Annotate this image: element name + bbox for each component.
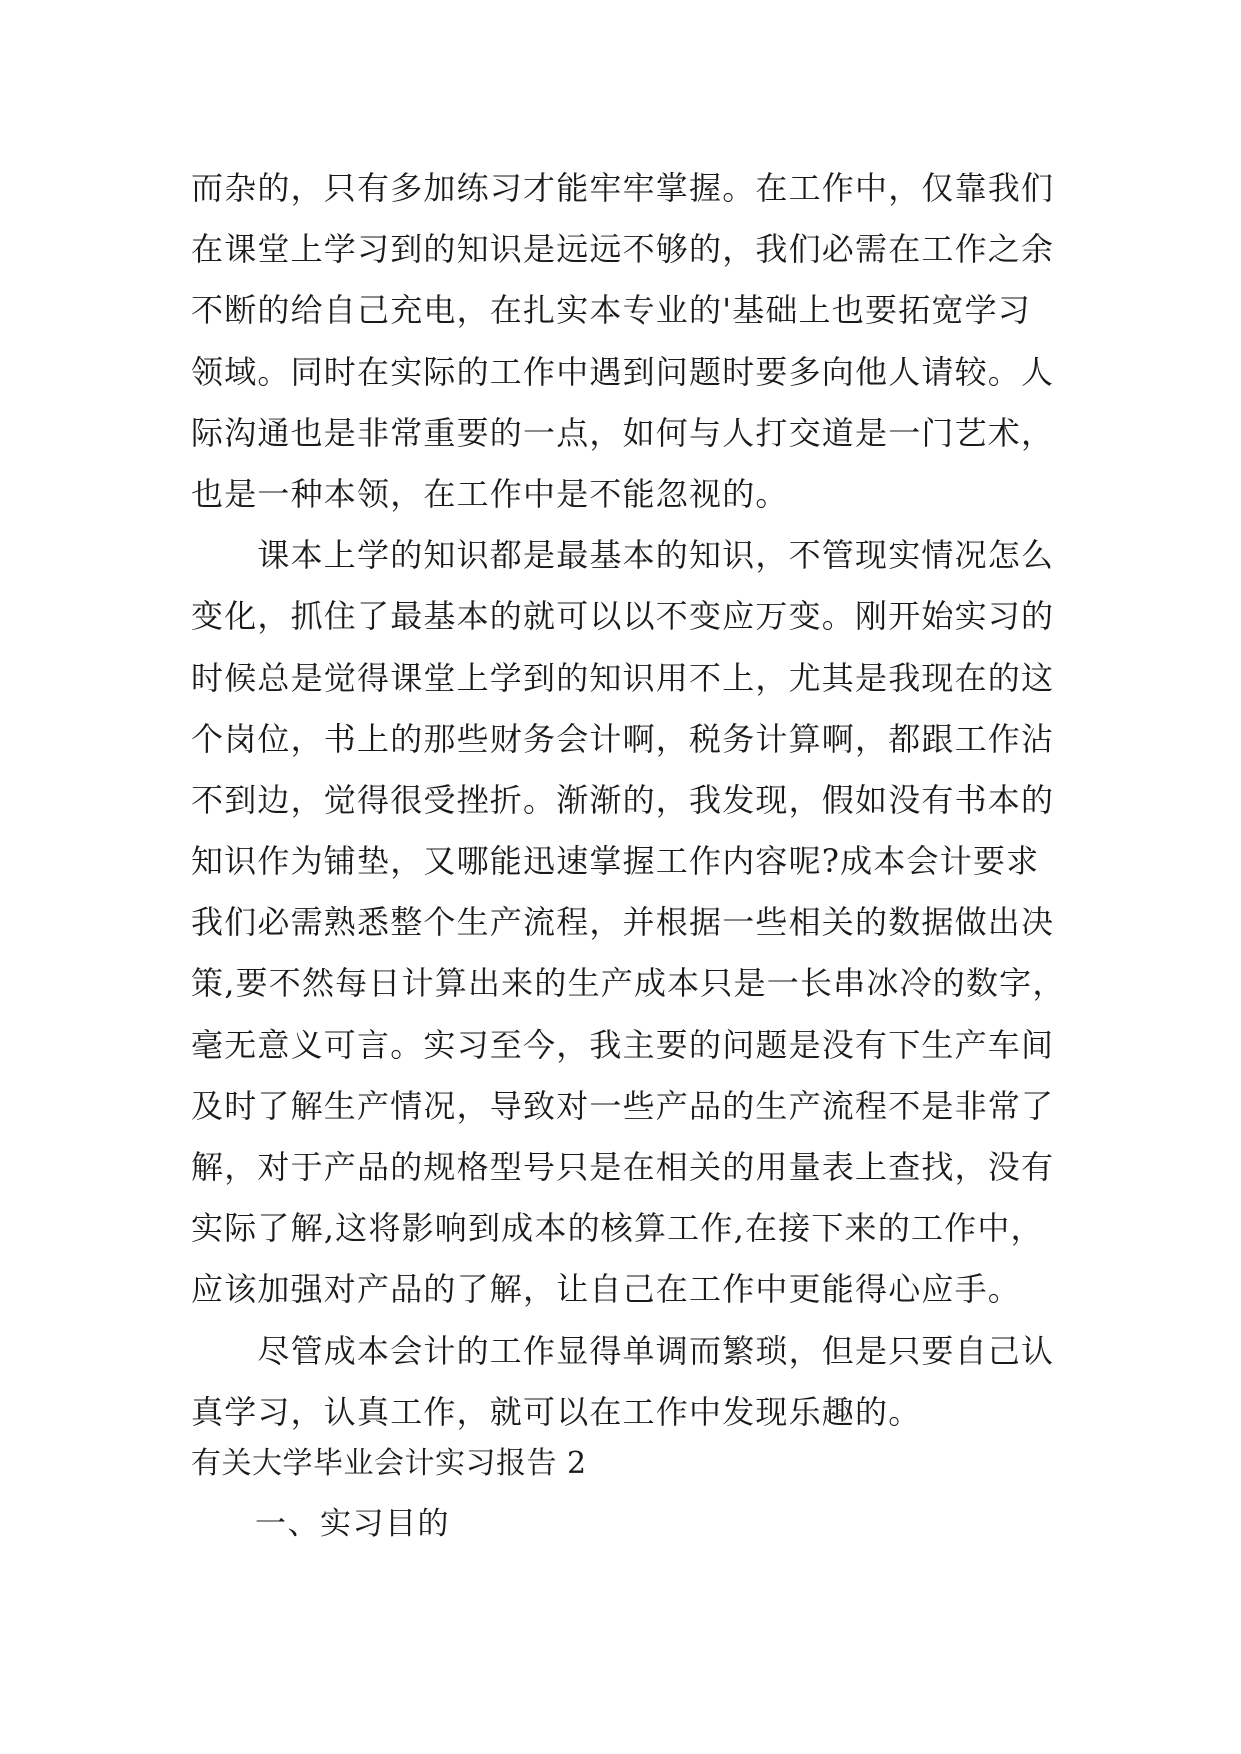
paragraph-line: 也是一种本领，在工作中是不能忽视的。 xyxy=(191,474,789,513)
paragraph-line: 尽管成本会计的工作显得单调而繁琐，但是只要自己认 xyxy=(191,1331,1055,1370)
paragraph-line: 及时了解生产情况，导致对一些产品的生产流程不是非常了 xyxy=(191,1086,1055,1125)
paragraph-line: 变化，抓住了最基本的就可以以不变应万变。刚开始实习的 xyxy=(191,597,1055,636)
paragraph-line: 知识作为铺垫，又哪能迅速掌握工作内容呢?成本会计要求 xyxy=(191,842,1040,881)
section-title: 有关大学毕业会计实习报告 2 xyxy=(191,1446,587,1481)
paragraph-line: 策,要不然每日计算出来的生产成本只是一长串冰冷的数字， xyxy=(191,964,1066,1003)
paragraph-line: 毫无意义可言。实习至今，我主要的问题是没有下生产车间 xyxy=(191,1025,1055,1064)
subsection-title: 一、实习目的 xyxy=(255,1506,450,1542)
paragraph-line: 课本上学的知识都是最基本的知识，不管现实情况怎么 xyxy=(191,536,1055,575)
paragraph-line: 在课堂上学习到的知识是远远不够的，我们必需在工作之余 xyxy=(191,230,1055,269)
paragraph-line: 时候总是觉得课堂上学到的知识用不上，尤其是我现在的这 xyxy=(191,658,1055,697)
paragraph-line: 应该加强对产品的了解，让自己在工作中更能得心应手。 xyxy=(191,1270,1022,1309)
paragraph-line: 而杂的，只有多加练习才能牢牢掌握。在工作中，仅靠我们 xyxy=(191,169,1055,207)
paragraph-line: 领域。同时在实际的工作中遇到问题时要多向他人请较。人 xyxy=(191,352,1055,391)
paragraph-line: 际沟通也是非常重要的一点，如何与人打交道是一门艺术， xyxy=(191,413,1055,452)
paragraph-line: 真学习，认真工作，就可以在工作中发现乐趣的。 xyxy=(191,1392,922,1431)
paragraph-line: 不断的给自己充电，在扎实本专业的'基础上也要拓宽学习 xyxy=(191,291,1031,330)
paragraph-line: 解，对于产品的规格型号只是在相关的用量表上查找，没有 xyxy=(191,1148,1055,1186)
paragraph-line: 个岗位，书上的那些财务会计啊，税务计算啊，都跟工作沾 xyxy=(191,719,1055,758)
report-body xyxy=(191,158,1066,1443)
paragraph-line: 我们必需熟悉整个生产流程，并根据一些相关的数据做出决 xyxy=(191,903,1055,942)
paragraph-line: 实际了解,这将影响到成本的核算工作,在接下来的工作中， xyxy=(191,1209,1044,1248)
paragraph-line: 不到边，觉得很受挫折。渐渐的，我发现，假如没有书本的 xyxy=(191,780,1055,819)
